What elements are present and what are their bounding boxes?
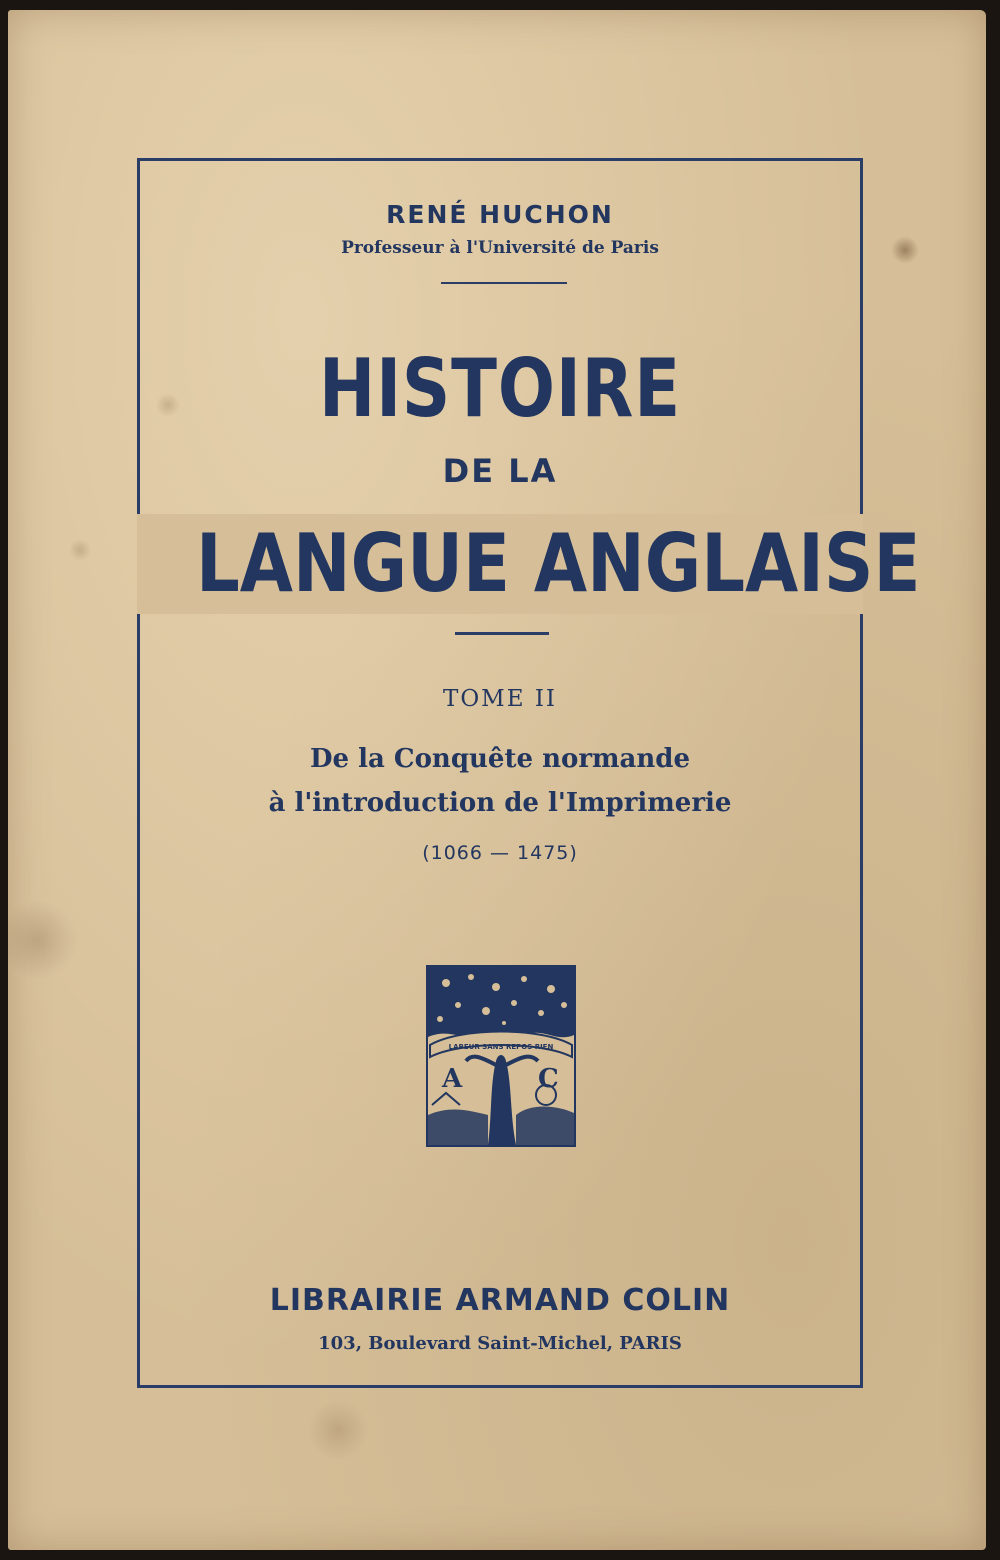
tree-emblem-icon: [426, 965, 576, 1147]
subtitle-line-2: à l'introduction de l'Imprimerie: [268, 788, 732, 818]
title-line-1: HISTOIRE: [319, 342, 681, 435]
publisher-name: LIBRAIRIE ARMAND COLIN: [269, 1283, 731, 1318]
emblem-motto: LABEUR SANS REPOS RIEN: [448, 1043, 554, 1051]
divider-top: [441, 282, 567, 284]
author-name: RENÉ HUCHON: [386, 200, 614, 229]
title-line-3: LANGUE ANGLAISE: [195, 517, 921, 610]
publisher-address: 103, Boulevard Saint-Michel, PARIS: [318, 1333, 682, 1354]
volume-number: TOME II: [442, 686, 558, 712]
emblem-initial-c: C: [538, 1064, 559, 1094]
author-affiliation: Professeur à l'Université de Paris: [341, 238, 659, 258]
date-range: (1066 — 1475): [422, 842, 578, 864]
subtitle-line-1: De la Conquête normande: [309, 744, 690, 774]
title-line-2: DE LA: [442, 452, 558, 490]
emblem-initial-a: A: [442, 1064, 463, 1094]
title-line-3-wrap: [137, 514, 921, 614]
divider-middle: [455, 632, 549, 635]
